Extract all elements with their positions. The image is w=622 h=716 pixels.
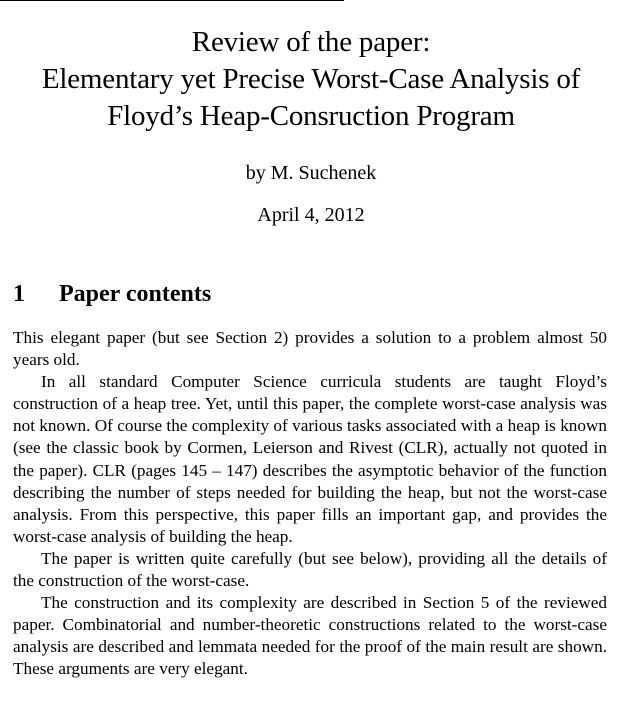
title-line-3: Floyd’s Heap-Consruction Program <box>107 100 515 132</box>
paragraph: This elegant paper (but see Section 2) provides a solution to a problem almost 50 years old. <box>13 328 607 370</box>
title-line-1: Review of the paper: <box>191 26 431 58</box>
top-rule <box>0 0 344 1</box>
paragraph: The construction and its complexity are described in Section 5 of the reviewed paper. Combinatorial and number-theoretic constructions related to the worst-case analysis are described and lemmata needed for the proof of the main result are shown. These arguments are very elegant. <box>13 593 607 679</box>
title-line-2: Elementary yet Precise Worst-Case Analysis of <box>41 63 581 95</box>
paper-title <box>0 24 622 135</box>
author: by M. Suchenek <box>245 162 377 184</box>
paragraph: The paper is written quite carefully (but see below), providing all the details of the construction of the worst-case. <box>13 548 607 591</box>
paragraph: In all standard Computer Science curricula students are taught Floyd’s construction of a heap tree. Yet, until this paper, the complete worst-case analysis was not known. Of course the complexity of various tasks associated with a heap is known (see the classic book by Cormen, Leierson and Rivest (CLR), actually not quoted in the paper). CLR (pages 145 – 147) describes the asymptotic behavior of the function describing the number of steps needed for building the heap, but not the worst-case analysis. From this perspective, this paper fills an important gap, and provides the worst-case analysis of building the heap. <box>13 372 607 546</box>
section-heading <box>13 281 211 308</box>
body-text <box>13 327 607 681</box>
section-title: Paper contents <box>59 281 212 307</box>
section-number: 1 <box>13 281 25 307</box>
date: April 4, 2012 <box>257 204 365 226</box>
